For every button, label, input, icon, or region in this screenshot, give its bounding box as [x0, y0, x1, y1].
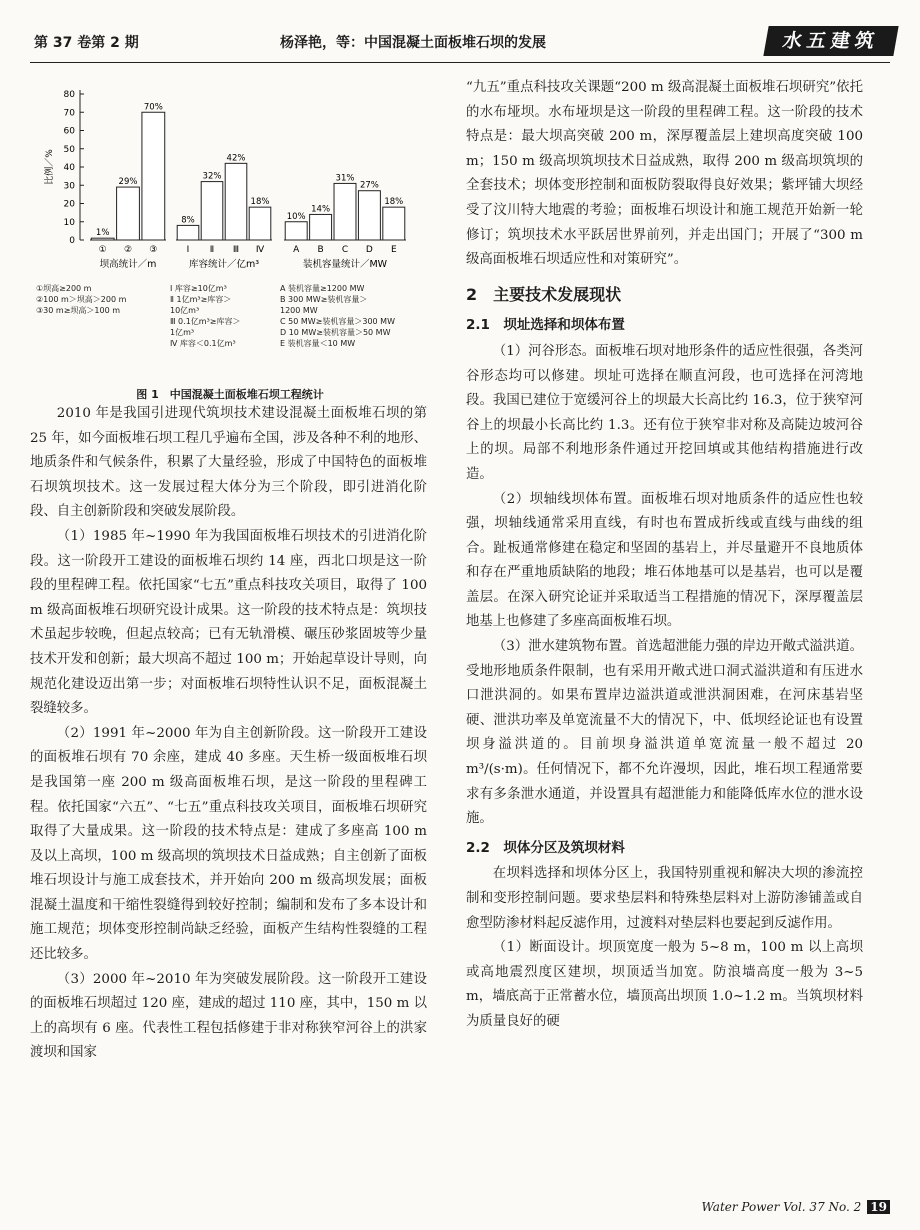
paragraph: 在坝料选择和坝体分区上，我国特别重视和解决大坝的渗流控制和变形控制问题。要求垫层料和特殊垫层料对上游防渗铺盖或自愈型防渗材料起反滤作用，过渡料对垫层料也要起到反滤作用。	[466, 866, 863, 931]
x-tick-label: ①	[98, 245, 107, 255]
bar	[310, 214, 332, 240]
x-tick-label: Ⅰ	[186, 245, 190, 255]
y-tick-label: 60	[63, 126, 75, 137]
bar	[285, 222, 307, 240]
legend-item: Ⅲ 0.1亿m³≥库容＞	[170, 317, 241, 326]
bar	[383, 207, 405, 240]
paragraph: （1）断面设计。坝顶宽度一般为 5~8 m，100 m 以上高坝或高地震烈度区建坝，坝顶适当加宽。防浪墙高度一般为 3~5 m，墙底高于正常蓄水位，墙顶高出坝顶 1.0~1.2 m。当筑坝材料为质量良好的硬	[466, 940, 863, 1029]
data-label: 29%	[118, 177, 138, 188]
left-column	[30, 402, 427, 1066]
bar	[91, 238, 114, 240]
data-label: 70%	[143, 102, 163, 113]
x-axis-label: 装机容量统计／MW	[302, 259, 388, 270]
data-label: 8%	[181, 215, 195, 226]
legend-item: 1亿m³	[170, 328, 195, 337]
figure-1	[30, 80, 430, 401]
paragraph: （1）河谷形态。面板堆石坝对地形条件的适应性很强，各类河谷形态均可以修建。坝址可选择在顺直河段，也可选择在河湾地段。我国已建位于宽缓河谷上的坝最大长高比约 16.3，位于狭窄河谷上的坝最小长高比约 1.3。还有位于狭窄非对称及高陡边坡河谷上的坝。局部不利地形条件通过开挖回填或其他结构措施进行改造。	[466, 343, 863, 482]
bar	[142, 112, 165, 240]
legend-height	[36, 283, 126, 316]
legend-item: B 300 MW≥装机容量＞	[280, 295, 368, 304]
bar-chart	[30, 80, 430, 280]
issue-label: 第 37 卷第 2 期	[34, 35, 139, 51]
legend-capacity	[280, 283, 395, 349]
data-label: 18%	[384, 197, 404, 208]
bar	[177, 225, 199, 240]
paragraph: （3）泄水建筑物布置。首选超泄能力强的岸边开敞式溢洪道。受地形地质条件限制，也有采用开敞式进口洞式溢洪道和有压进水口泄洪洞的。如果布置岸边溢洪道或泄洪洞困难，在河床基岩坚硬、泄洪功率及单宽流量不大的情况下，中、低坝经论证也有设置坝身溢洪道的。目前坝身溢洪道单宽流量一般不超过 20 m³/(s·m)。任何情况下，都不允许漫坝，因此，堆石坝工程通常要求有多条泄水通道，并设置具有超泄能力和能降低库水位的泄水设施。	[466, 639, 863, 827]
x-tick-label: D	[365, 245, 373, 255]
legend-item: ②100 m＞坝高＞200 m	[36, 295, 127, 304]
figure-caption: 图 1 中国混凝土面板堆石坝工程统计	[136, 388, 324, 401]
bar	[334, 183, 356, 240]
y-tick-label: 40	[63, 163, 75, 173]
legend-item: D 10 MW≥装机容量＞50 MW	[280, 328, 391, 337]
right-column	[466, 76, 863, 1035]
page-number: 19	[867, 1200, 890, 1214]
y-tick-label: 20	[63, 199, 75, 210]
bar	[201, 182, 223, 240]
running-header	[30, 28, 890, 63]
x-tick-label: B	[317, 245, 324, 255]
data-label: 1%	[95, 228, 110, 239]
y-tick-label: 0	[69, 236, 75, 246]
journal-name: Water Power Vol. 37 No. 2	[701, 1200, 862, 1214]
x-tick-label: ②	[123, 245, 133, 255]
x-tick-label: C	[341, 245, 349, 255]
x-axis-label: 坝高统计／m	[99, 259, 157, 270]
legend-item: ①坝高≥200 m	[36, 284, 92, 293]
x-tick-label: Ⅱ	[209, 245, 215, 255]
legend-item: Ⅳ 库容＜0.1亿m³	[170, 339, 236, 348]
bar	[117, 187, 140, 240]
x-tick-label: A	[293, 245, 300, 255]
data-label: 42%	[226, 153, 246, 164]
y-tick-label: 30	[63, 181, 75, 192]
subsection-heading: 2.1 坝址选择和坝体布置	[466, 317, 625, 334]
legend-item: C 50 MW≥装机容量＞300 MW	[280, 317, 395, 326]
data-label: 14%	[311, 204, 331, 215]
y-tick-label: 10	[63, 217, 75, 228]
data-label: 32%	[202, 171, 222, 182]
paragraph: （2）坝轴线坝体布置。面板堆石坝对地质条件的适应性也较强，坝轴线通常采用直线，有时也布置成折线或直线与曲线的组合。趾板通常修建在稳定和坚固的基岩上，并尽量避开不良地质体和存在严重地质缺陷的地段；堆石体地基可以是基岩，也可以是覆盖层。在深入研究论证并采取适当工程措施的情况下，深厚覆盖层地基上也修建了多座高面板堆石坝。	[466, 491, 863, 630]
data-label: 31%	[335, 173, 355, 184]
paragraph: 2010 年是我国引进现代筑坝技术建设混凝土面板堆石坝的第 25 年，如今面板堆石坝工程几乎遍布全国，涉及各种不利的地形、地质条件和气候条件，积累了大量经验，形成了中国特色的面板堆石坝筑坝技术。这一发展过程大体分为三个阶段，即引进消化阶段、自主创新阶段和突破发展阶段。	[30, 406, 427, 520]
legend-item: Ⅱ 1亿m³≥库容＞	[170, 295, 232, 304]
y-tick-label: 70	[63, 108, 75, 119]
subsection-heading: 2.2 坝体分区及筑坝材料	[466, 839, 625, 856]
section-heading: 2 主要技术发展现状	[466, 284, 622, 304]
legend-item: A 装机容量≥1200 MW	[280, 284, 365, 293]
x-tick-label: Ⅲ	[232, 245, 240, 255]
legend-item: E 装机容量＜10 MW	[280, 339, 356, 348]
y-tick-label: 80	[63, 90, 75, 100]
bar	[358, 191, 380, 240]
legend-item: Ⅰ 库容≥10亿m³	[170, 284, 227, 293]
page-footer	[702, 1200, 890, 1214]
legend-storage	[170, 283, 240, 349]
x-tick-label: E	[390, 245, 397, 255]
x-tick-label: Ⅳ	[255, 245, 265, 255]
legend-item: 1200 MW	[280, 306, 318, 315]
bar	[225, 163, 247, 240]
y-axis-label: 比例／%	[45, 149, 55, 185]
data-label: 18%	[250, 197, 270, 208]
data-label: 10%	[286, 211, 306, 222]
journal-logo: 水五建筑	[763, 26, 898, 56]
bar	[249, 207, 271, 240]
running-title: 杨泽艳，等：中国混凝土面板堆石坝的发展	[280, 35, 546, 51]
paragraph: （3）2000 年~2010 年为突破发展阶段。这一阶段开工建设的面板堆石坝超过 120 座，建成的超过 110 座，其中，150 m 以上的高坝有 6 座。代表性工程包括修建于非对称狭窄河谷上的洪家渡坝和国家	[30, 971, 427, 1061]
x-tick-label: ③	[149, 245, 158, 255]
paragraph: （1）1985 年~1990 年为我国面板堆石坝技术的引进消化阶段。这一阶段开工建设的面板堆石坝约 14 座，西北口坝是这一阶段的里程碑工程。依托国家“七五”重点科技攻关项目，取得了 100 m 级高面板堆石坝研究设计成果。这一阶段的技术特点是：筑坝技术虽起步较晚，但起点较高；已有无轨滑模、碾压砂浆固坡等少量技术开发和创新；最大坝高不超过 100 m；开始起草设计导则，向规范化建设迈出第一步；对面板堆石坝特性认识不足，面板混凝土裂缝较多。	[30, 528, 427, 717]
paragraph: （2）1991 年~2000 年为自主创新阶段。这一阶段开工建设的面板堆石坝有 70 余座，建成 40 多座。天生桥一级面板堆石坝是我国第一座 200 m 级高面板堆石坝，是这一阶段的里程碑工程。依托国家“六五”、“七五”重点科技攻关项目，面板堆石坝研究取得了大量成果。这一阶段的技术特点是：建成了多座高 100 m 及以上高坝，100 m 级高坝的筑坝技术日益成熟；自主创新了面板堆石坝设计与施工成套技术，并开始向 200 m 级高坝发展；面板混凝土温度和干缩性裂缝得到较好控制；编制和发布了多本设计和施工规范；坝体变形控制尚缺乏经验，面板产生结构性裂缝的工程还比较多。	[30, 725, 427, 963]
legend-item: 10亿m³	[170, 306, 200, 315]
y-tick-label: 50	[63, 144, 75, 155]
legend-item: ③30 m≥坝高＞100 m	[36, 306, 120, 315]
data-label: 27%	[359, 180, 379, 191]
x-axis-label: 库容统计／亿m³	[188, 259, 260, 270]
paragraph: “九五”重点科技攻关课题“200 m 级高混凝土面板堆石坝研究”依托的水布垭坝。水布垭坝是这一阶段的里程碑工程。这一阶段的技术特点是：最大坝高突破 200 m，深厚覆盖层上建坝高度突破 100 m；150 m 级高坝筑坝技术日益成熟，取得 200 m 级高坝筑坝的全套技术；坝体变形控制和面板防裂取得良好效果；紫坪铺大坝经受了汶川特大地震的考验；面板堆石坝设计和施工规范开始新一轮修订；筑坝技术水平跃居世界前列，并走出国门；开展了“300 m 级高面板堆石坝适应性和对策研究”。	[466, 80, 863, 268]
